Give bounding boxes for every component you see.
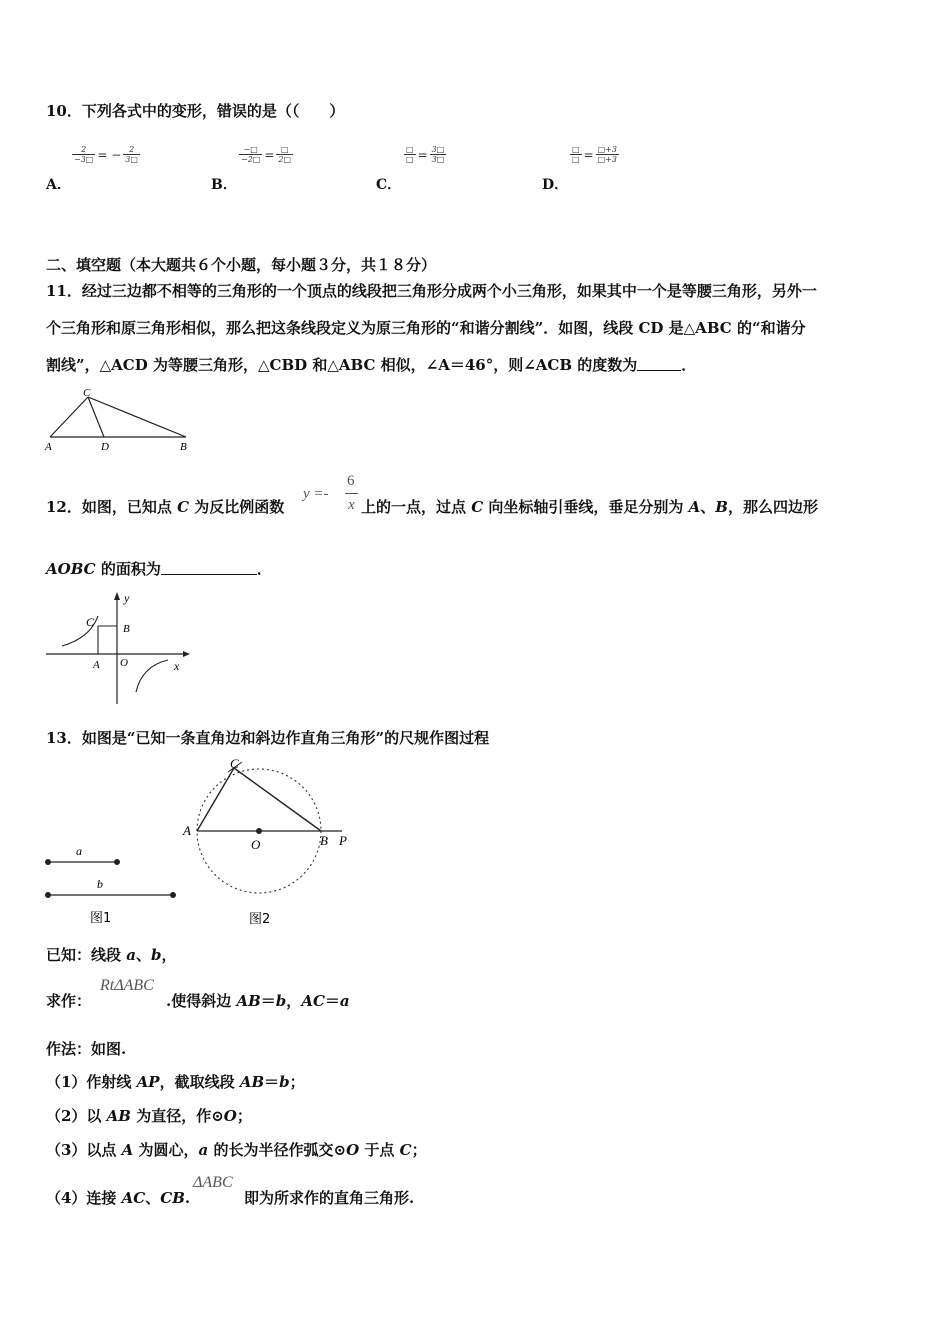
label-a-point: A bbox=[183, 823, 191, 838]
label-b: b bbox=[97, 877, 103, 891]
q10-option-a-label: A． bbox=[46, 177, 71, 193]
q12-line1-start: 12．如图，已知点 C 为反比例函数 bbox=[46, 498, 285, 516]
label-a: A bbox=[45, 441, 52, 453]
label-p: P bbox=[339, 833, 347, 848]
q13-construction-figures bbox=[40, 756, 370, 934]
q11-line3: 割线”，△ACD 为等腰三角形，△CBD 和△ABC 相似，∠A＝46°，则∠ACB 的度数为 ． bbox=[46, 356, 697, 374]
fraction: $\frac{3□}{3□}$ bbox=[431, 145, 445, 164]
q10-option-d-formula: $\frac{□}{□}$ = $\frac{□+3}{□+3}$ bbox=[572, 145, 617, 164]
label-y: y bbox=[124, 591, 130, 605]
endpoint bbox=[45, 859, 51, 865]
q10-option-c-formula: $\frac{□}{□}$ = $\frac{3□}{3□}$ bbox=[406, 145, 445, 164]
q12-line1-end: 上的一点，过点 C 向坐标轴引垂线，垂足分别为 A、B，那么四边形 bbox=[361, 498, 818, 516]
segment-ac bbox=[197, 768, 234, 831]
label-b: B bbox=[123, 623, 130, 635]
x-axis-arrow bbox=[183, 651, 190, 657]
q12-function-formula: y =- 6 x bbox=[303, 472, 361, 520]
fraction: $\frac{□}{2□}$ bbox=[278, 145, 292, 164]
fraction: $\frac{□}{□}$ bbox=[572, 145, 580, 164]
q13-known: 已知：线段 a、b， bbox=[46, 946, 177, 964]
side-cb bbox=[88, 397, 186, 437]
label-c: C bbox=[230, 756, 239, 771]
fraction: $\frac{□}{□}$ bbox=[406, 145, 414, 164]
fraction: $\frac{-□}{-2□}$ bbox=[241, 145, 261, 164]
q13-method: 作法：如图. bbox=[46, 1040, 127, 1058]
q10-option-d-label: D． bbox=[542, 177, 569, 193]
y-axis-arrow bbox=[114, 592, 120, 600]
q13-step3: （3）以点 A 为圆心，a 的长为半径作弧交⊙O 于点 C； bbox=[46, 1141, 427, 1159]
fig2-caption: 图2 bbox=[249, 912, 271, 927]
q10-title: 10．下列各式中的变形，错误的是（（ ） bbox=[46, 102, 345, 120]
q13-step1: （1）作射线 AP，截取线段 AB＝b； bbox=[46, 1073, 305, 1091]
label-d: D bbox=[101, 441, 109, 453]
q13-find-math: RtΔABC bbox=[100, 977, 154, 994]
q13-step2: （2）以 AB 为直径，作⊙O； bbox=[46, 1107, 252, 1125]
label-c: C bbox=[86, 615, 95, 629]
q13-step4-math: ΔABC bbox=[193, 1174, 233, 1191]
label-a: A bbox=[93, 659, 100, 671]
fraction: $\frac{□+3}{□+3}$ bbox=[597, 145, 617, 164]
endpoint bbox=[45, 892, 51, 898]
q11-line1: 11．经过三边都不相等的三角形的一个顶点的线段把三角形分成两个小三角形，如果其中一个是等腰三角形，另外一 bbox=[46, 282, 817, 300]
answer-blank bbox=[637, 356, 681, 371]
q11-triangle-figure bbox=[40, 384, 200, 456]
q10-option-a-formula: $\frac{2}{-3□}$ = − $\frac{2}{3□}$ bbox=[74, 145, 138, 164]
q10-option-c-label: C． bbox=[376, 177, 402, 193]
q11-line2: 个三角形和原三角形相似，那么把这条线段定义为原三角形的“和谐分割线”．如图，线段 CD 是△ABC 的“和谐分 bbox=[46, 319, 806, 337]
endpoint bbox=[170, 892, 176, 898]
label-o: O bbox=[120, 657, 128, 669]
label-x: x bbox=[174, 659, 180, 673]
label-a: a bbox=[76, 844, 82, 858]
center-o bbox=[256, 828, 262, 834]
q10-option-b-formula: $\frac{-□}{-2□}$ = $\frac{□}{2□}$ bbox=[241, 145, 292, 164]
q13-step4-end: 即为所求作的直角三角形. bbox=[244, 1189, 415, 1207]
q13-step4: （4）连接 AC、CB. bbox=[46, 1189, 191, 1207]
q13-find-rest: .使得斜边 AB＝b，AC＝a bbox=[166, 992, 350, 1010]
fraction: $\frac{2}{-3□}$ bbox=[74, 145, 94, 164]
label-b: B bbox=[180, 441, 187, 453]
q10-option-b-label: B． bbox=[211, 177, 237, 193]
endpoint bbox=[114, 859, 120, 865]
section-heading: 二、填空题（本大题共６个小题，每小题３分，共１８分） bbox=[46, 256, 437, 274]
label-b-point: B bbox=[320, 833, 328, 848]
side-ac bbox=[50, 397, 88, 437]
q12-graph-figure bbox=[40, 586, 200, 706]
fraction: $\frac{2}{3□}$ bbox=[125, 145, 138, 164]
label-c: C bbox=[83, 387, 91, 399]
q13-title: 13．如图是“已知一条直角边和斜边作直角三角形”的尺规作图过程 bbox=[46, 729, 490, 747]
label-o: O bbox=[251, 837, 261, 852]
curve-fourth-quadrant bbox=[136, 660, 168, 692]
segment-cb bbox=[234, 768, 321, 831]
answer-blank bbox=[161, 560, 257, 575]
q13-find: 求作： bbox=[46, 992, 92, 1010]
fig1-caption: 图1 bbox=[90, 911, 112, 926]
q12-line2: AOBC 的面积为 ． bbox=[46, 560, 272, 578]
